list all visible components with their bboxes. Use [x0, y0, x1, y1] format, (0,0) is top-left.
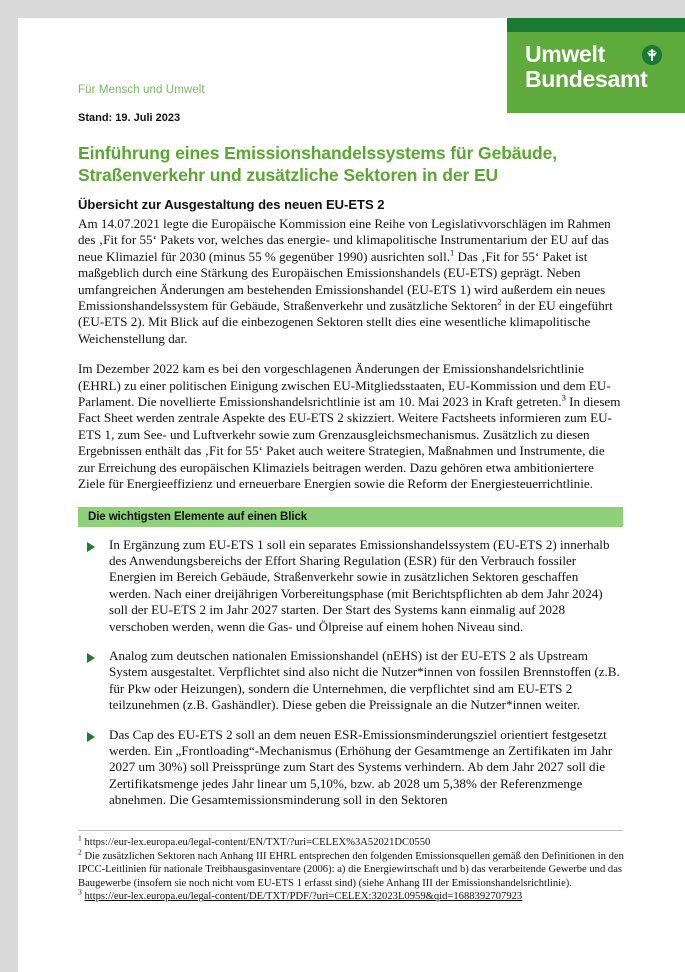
triangle-bullet-icon	[87, 542, 95, 552]
footnote-3	[78, 887, 626, 904]
footnote-3-link[interactable]: https://eur-lex.europa.eu/legal-content/DE/TXT/PDF/?uri=CELEX:32023L0959&qid=1688392707923	[84, 891, 523, 903]
footnote-2-text: Die zusätzlichen Sektoren nach Anhang III EHRL entsprechen den folgenden Emissionsquellen gemäß den Definitionen in den IPCC-Leitlinien für nationale Treibhausgasinventare (2006): a) die Energiewirtschaft und b) das verarbeitende Gewerbe und das Baugewerbe (insofern sie noch nicht vom EU-ETS 1 erfasst sind) (siehe Anhang III der Emissionshandelsrichtlinie).	[78, 850, 624, 889]
logo-wordmark-line2: Bundesamt	[525, 66, 648, 92]
footnote-ref-3[interactable]: 3	[561, 392, 566, 403]
footnote-1-text[interactable]: https://eur-lex.europa.eu/legal-content/EN/TXT/?uri=CELEX%3A52021DC0550	[84, 837, 431, 848]
paragraph-1-part-a: Am 14.07.2021 legte die Europäische Kommission eine Reihe von Legislativvorschlägen im Rahmen des ‚Fit for 55‘ Pakets vor, welches das energie- und klimapolitische Instrumentarium der EU auf das neue Klimaziel für 2030 (minus 55 % gegenüber 1990) ausrichten soll.	[78, 216, 611, 264]
paragraph-1-part-c: in der EU eingeführt (EU-ETS 2). Mit Blick auf die einbezogenen Sektoren stellt dies eine wesentliche klimapolitische Weichenstellung dar.	[78, 298, 613, 346]
highlight-bullet-list	[78, 537, 623, 809]
footnote-separator	[78, 830, 623, 831]
umweltbundesamt-logo	[507, 18, 685, 113]
footnote-2-number: 2	[78, 847, 82, 857]
paragraph-1	[78, 216, 623, 347]
list-item	[78, 648, 623, 714]
umweltbundesamt-tree-circle-icon	[641, 44, 663, 66]
document-page	[18, 18, 685, 972]
page-subtitle: Übersicht zur Ausgestaltung des neuen EU-ETS 2	[78, 196, 385, 212]
agency-claim: Für Mensch und Umwelt	[78, 84, 205, 96]
list-item-text: Analog zum deutschen nationalen Emissionshandel (nEHS) ist der EU-ETS 2 als Upstream System ausgestaltet. Verpflichtet sind also nicht die Nutzer*innen von fossilen Brennstoffen (z.B. für Pkw oder Heizungen), sondern die Unternehmen, die verpflichtet sind am EU-ETS 2 teilzunehmen (z.B. Gashändler). Diese geben die Preissignale an die Nutzer*innen weiter.	[109, 647, 620, 713]
publication-date: Stand: 19. Juli 2023	[78, 112, 181, 124]
document-body	[78, 216, 623, 822]
triangle-bullet-icon	[87, 653, 95, 663]
footnote-area	[78, 833, 626, 904]
footnote-1-number: 1	[78, 833, 82, 843]
footnote-3-number: 3	[78, 887, 82, 897]
list-item-text: In Ergänzung zum EU-ETS 1 soll ein separates Emissionshandelssystem (EU-ETS 2) innerhalb des Anwendungsbereichs der Effort Sharing Regulation (ESR) für den Verbrauch fossiler Energien im Bereich Gebäude, Straßenverkehr sowie in zusätzlichen Sektoren geschaffen werden. Nach einer dreijährigen Vorbereitungsphase (mit Berichtspflichten ab dem Jahr 2024) soll der EU-ETS 2 im Jahr 2027 starten. Der Start des Systems kann einmalig auf 2028 verschoben werden, wenn die Gas- und Ölpreise auf einem hohen Niveau sind.	[109, 536, 610, 634]
list-item	[78, 727, 623, 809]
list-item-text: Das Cap des EU-ETS 2 soll an dem neuen ESR-Emissionsminderungsziel orientiert festgesetzt werden. Ein „Frontloading“-Mechanismus (Erhöhung der Gesamtmenge an Zertifikaten im Jahr 2027 um 30%) soll Preissprünge zum Start des Systems verhindern. Ab dem Jahr 2027 soll die Zertifikatsmenge jedes Jahr linear um 5,10%, bzw. ab 2028 um 5,38% der Referenzmenge abnehmen. Die Gesamtemissionsminderung soll in den Sektoren	[109, 726, 613, 808]
footnote-ref-1[interactable]: 1	[449, 247, 455, 258]
list-item	[78, 537, 623, 635]
logo-wordmark-line1: Umwelt	[525, 41, 605, 67]
logo-wordmark	[525, 42, 648, 92]
page-title: Einführung eines Emissionshandelssystems für Gebäude, Straßenverkehr und zusätzliche Sektoren in der EU	[78, 142, 557, 185]
footnote-2	[78, 847, 626, 891]
logo-top-band	[507, 18, 685, 32]
paragraph-2-part-b: In diesem Fact Sheet werden zentrale Aspekte des EU-ETS 2 skizziert. Weitere Factsheets informieren zum EU-ETS 1, zum See- und Luftverkehr sowie zum Grenzausgleichsmechanismus. Zusätzlich zu diesen Ergebnissen enthält das ‚Fit for 55‘ Paket auch weitere Strategien, Maßnahmen und Instrumente, die zur Erreichung des europäischen Klimaziels beitragen werden. Dazu gehören etwa ambitioniertere Ziele für Energieeffizienz und erneuerbare Energien sowie die Reform der Energiesteuerrichtlinie.	[78, 394, 621, 492]
footnote-ref-2[interactable]: 2	[497, 296, 502, 307]
paragraph-2-part-a: Im Dezember 2022 kam es bei den vorgeschlagenen Änderungen der Emissionshandelsrichtlinie (EHRL) zu einer politischen Einigung zwischen EU-Mitgliedsstaaten, EU-Kommission und dem EU-Parlament. Die novellierte Emissionshandelsrichtlinie ist am 10. Mai 2023 in Kraft getreten.	[78, 361, 611, 410]
paragraph-2	[78, 361, 623, 492]
highlight-box-title: Die wichtigsten Elemente auf einen Blick	[78, 507, 623, 527]
footnote-1	[78, 833, 626, 850]
triangle-bullet-icon	[87, 732, 95, 742]
paragraph-1-part-b: Das ‚Fit for 55‘ Paket ist maßgeblich durch eine Stärkung des Europäischen Emissionshandels (EU-ETS) geprägt. Neben umfangreichen Änderungen am bestehenden Emissionshandel (EU-ETS 1) wird außerdem ein neues Emissionshandelssystem für Gebäude, Straßenverkehr und zusätzliche Sektoren	[78, 248, 606, 314]
